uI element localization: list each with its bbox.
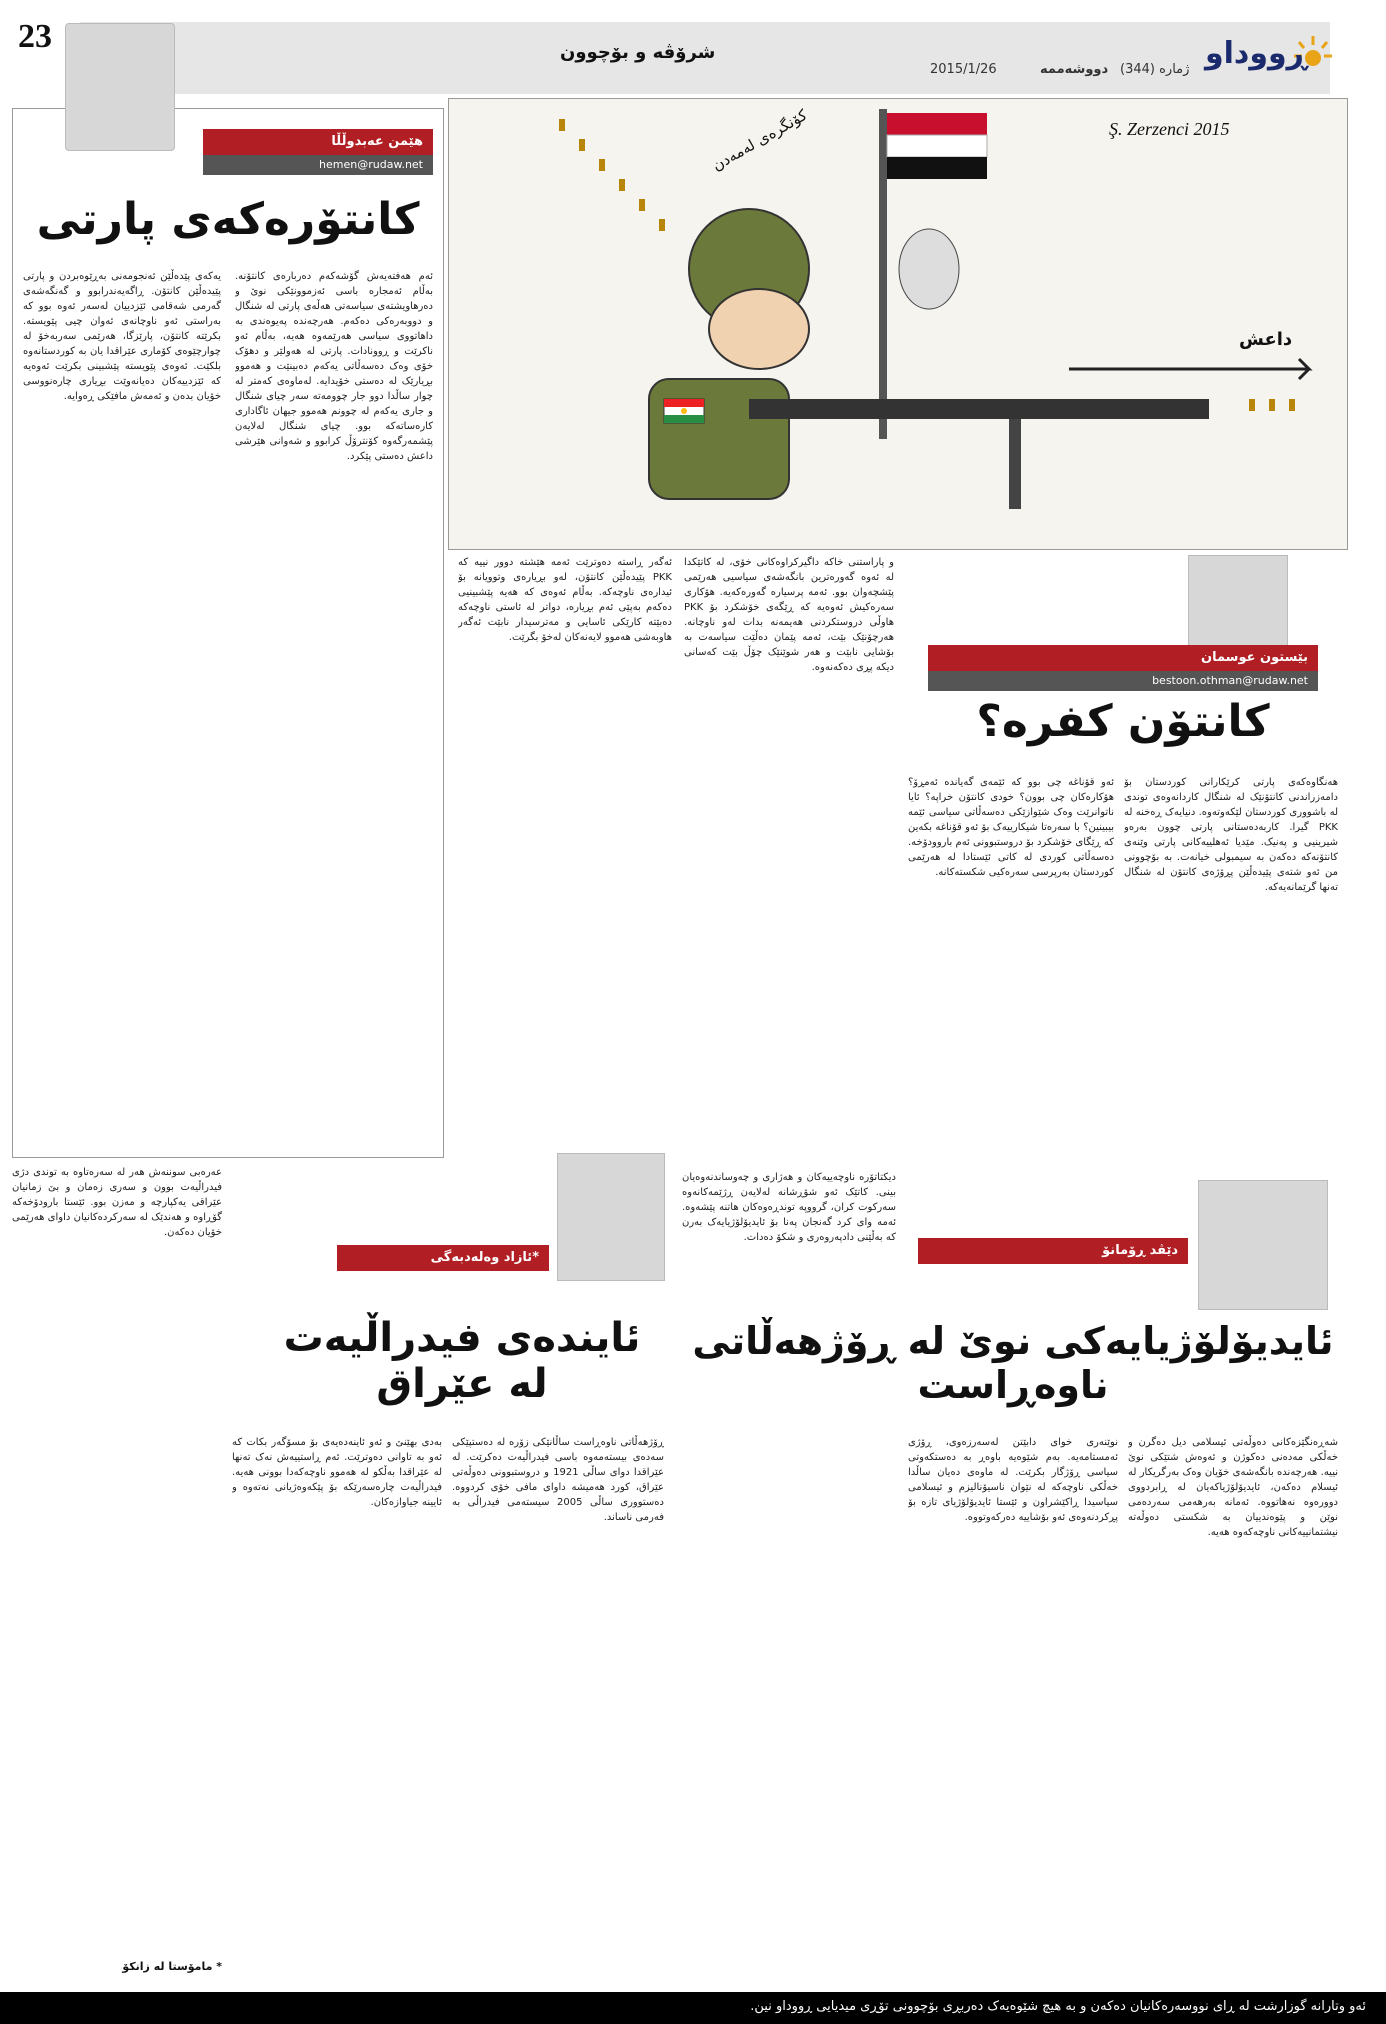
machine-gun: [749, 399, 1209, 419]
politician-figure: [899, 229, 959, 309]
article-col3-david: دیکتاتۆرە ناوچەییەکان و هەژاری و چەوساندنەوەیان بینی. کاتێک ئەو شۆڕشانە لەلایەن ڕژێمەکانەوە سەرکوت کران، گرووپە توندڕەوەکان هاتنە پێشەوە. ئەمە وای کرد گەنجان پەنا بۆ ئایدیۆلۆژیایەک بەرن کە بەڵێنی دادپەروەری و شکۆ دەدات.: [682, 1172, 896, 1243]
author-email-hemin: hemen@rudaw.net: [203, 155, 433, 175]
author-photo-hemin: [65, 23, 175, 151]
author-note-azad: * مامۆستا لە زانکۆ: [122, 1960, 222, 1973]
cartoon-label-ballot: کۆنگرەی لەمەدن: [709, 105, 811, 175]
page-number: 23: [18, 18, 52, 55]
cartoon-label-daesh: داعش: [1239, 329, 1293, 350]
article-col1-azad: ڕۆژهەڵاتی ناوەڕاست ساڵانێکی زۆرە لە دەستپێکی سەدەی بیستەمەوە باسی فیدراڵیەت دەکرێت. لە عێراقدا دوای ساڵی 1921 و دروستبوونی دەوڵەتی عێراق، کورد هەمیشە داوای مافی خۆی کردووە. دەستووری ساڵی 2005 سیستەمی فیدراڵی بە فەرمی ناساند.: [452, 1437, 664, 1523]
article-col1-david: شەڕەنگێزەکانی دەوڵەتی ئیسلامی دیل دەگرن و خەڵکی مەدەنی دەکوژن و ئەوەش شتێکی نوێ نییە. هەرچەندە بانگەشەی خۆیان وەک بەرگریکار لە ئیسلام دەکەن، ئایدیۆلۆژیاکەیان لە ڕابردووی دوورەوە نەهاتووە. ئەمانە بەرهەمی سەردەمی نوێن و پێوەندییان بە شکستی دەوڵەتە نیشتمانییەکانی ناوچەکەوە هەیە.: [1128, 1437, 1338, 1538]
logo-text: ڕووداو: [1205, 36, 1308, 71]
cartoon: [448, 98, 1348, 550]
cartoon-signature: Ş. Zerzenci 2015: [1109, 119, 1230, 139]
article-title-bestoon: کانتۆن کفرە؟: [976, 696, 1270, 747]
article-col2-david: نوێنەری خوای دابێتن لەسەرزەوی، ڕۆژی ئەمستامەیە. بەم شێوەیە باوەڕ بە دەستکەوتی سیاسی ڕۆژگار بکرێت. لە ماوەی دەیان ساڵدا خەڵکی ناوچەکە لە نێوان ناسیۆنالیزم و ئیسلامی سیاسیدا ڕاکێشراون و ئێستا ئایدیۆلۆژیای تازە بۆ پڕکردنەوەی ئەو بۆشاییە دەرکەوتووە.: [908, 1437, 1118, 1523]
article-col2-azad: بەدی بهێنێ و ئەو ئاینەدەیەی بۆ مسۆگەر بکات کە ئەو بە تاوانی دەوترێت. ئەم ڕاستییەش نەک تەنها لە عێراقدا بەڵکو لە هەموو ناوچەکەدا بوونی هەیە. فیدراڵیەت چارەسەرێکە بۆ پێکەوەژیانی نەتەوە و ئایینە جیاوازەکان.: [232, 1437, 442, 1508]
section-title: شرۆڤە و بۆچوون: [560, 42, 716, 63]
author-email-bestoon: bestoon.othman@rudaw.net: [928, 671, 1318, 691]
issue-day: دووشەممە: [1040, 62, 1109, 77]
author-name-bestoon: بێستون عوسمان: [928, 645, 1318, 671]
article-azad: [12, 1165, 672, 1985]
article-bestoon: [448, 555, 1348, 1165]
iraq-flag-black: [887, 157, 987, 179]
arrow-right-icon: [1069, 359, 1309, 379]
article-col2-hemin: ئەم هەفتەیەش گۆشەکەم دەربارەی کانتۆنە. بەڵام ئەمجارە باسی ئەزموونێکی نوێ و دەرهاویشتەی سیاسەتی هەڵەی پارتی لە شنگال و دووبەرەکی دەکەم. هەرچەندە پەیوەندی بە داهاتووی سیاسی هەرێمەوە هەیە، بەڵام ئەو ناکرێت و ڕوونادات. پارتی لە هەولێر و دهۆک خۆی وەک دەسەڵاتی یەکەم دەبینێت و هەموو بڕیارێک لە دەستی خۆیدایە. لەماوەی کەمتر لە چوار ساڵدا دوو جار چوومەتە سەر چیای شنگال و جاری یەکەم لە چوونم هەموو جیهان ئاگاداری کارەساتەکە بوو. چیای شنگال لەلایەن پێشمەرگەوە کۆنترۆڵ کرابوو و شەوانی هێرشی داعش دەستی پێکرد.: [235, 271, 433, 462]
issue-number: ژمارە (344): [1120, 62, 1190, 77]
article-col4-bestoon: ئەگەر ڕاستە دەوترێت ئەمە هێشتە دوور نییە کە PKK پێیدەڵێن کانتۆن، لەو بڕیارەی وتوویانە بۆ ئیدارەی ناوچەکە. بەڵام ئەوەی کە هەیە پێشبینیی دەکەم بەپێی ئەم بڕیارە، دواتر لە ئاستی ناوچەکە دەبێتە کارێکی ئاسایی و مەترسیدار نابێت ئەگەر هاوبەشی هەموو لایەنەکان لەخۆ بگرێت.: [458, 557, 672, 643]
author-name-david: دێڤد ڕۆمانۆ: [918, 1238, 1188, 1264]
article-david: [678, 1170, 1348, 1985]
article-col3-bestoon: و پاراستنی خاکە داگیرکراوەکانی خۆی، لە کاتێکدا لە ئەوە گەورەترین بانگەشەی سیاسیی هەرێمی پێشچەوان بوو. ئەمە پرسیارە گەورەکەیە. هۆکاری سەرەکیش ئەوەیە کە ڕێگەی خۆشکرد بۆ PKK هاوڵی دروستکردنی هەیمەنە بدات لەو ناوچانە. هەرچۆنێک بێت، ئەمە پێمان دەڵێت سیاسەت بە بۆشایی نابێت و هەر شوێنێک چۆڵ بێت کەسانی دیکە پڕی دەکەنەوە.: [684, 557, 894, 673]
iraq-flag-red: [887, 113, 987, 135]
article-title-hemin: کانتۆرەکەی پارتی: [36, 194, 420, 245]
article-title-azad: ئایندەی فیدراڵیەت لە عێراق: [283, 1315, 641, 1407]
article-hemin: [12, 108, 444, 1158]
soldier-body: [649, 379, 789, 499]
soldier-face: [709, 289, 809, 369]
cartoon-drawing: [449, 99, 1347, 549]
iraq-flag-white: [887, 135, 987, 157]
article-col1-hemin: یەکەی پێدەڵێن ئەنجومەنی بەڕێوەبردن و پارتی پێیدەڵێن کانتۆن. ڕاگەیەندرابوو و گەنگەشەی گەرمی شەقامی ئێزدییان لەسەر ئەوە بوو کە بەراستی ئەو ناوچانەی ئەوان چیی پێویستە. بکرێتە کانتۆن، پارێزگا، هەرێمی سەربەخۆ لە چوارچێوەی کۆماری عێراقدا یان بە کوردستانەوە بلکێت. ئەوەی پێویستە پێشبینی بکرێت ئەوەیە کە ئێزدییەکان دەیانەوێت بڕیاری چارەنووسی خۆیان بدەن و ئەمەش مافێکی ڕەوایە.: [23, 271, 221, 402]
author-photo-david: [1198, 1180, 1328, 1310]
footer-disclaimer: ئەو وتارانە گوزارشت لە ڕای نووسەرەکانیان دەکەن و بە هیچ شێوەیەک دەربڕی بۆچوونی تۆڕی میدیایی ڕووداو نین.: [0, 1992, 1386, 2024]
article-title-david: ئایدیۆلۆژیایەکی نوێ لە ڕۆژهەڵاتی ناوەڕاست: [692, 1319, 1334, 1407]
article-col2-bestoon: ئەو قۆناغە چی بوو کە ئێمەی گەیاندە ئەمڕۆ؟ هۆکارەکان چی بوون؟ خودی کانتۆن خراپە؟ ئایا ناتوانرێت وەک شێوازێکی دەسەڵاتی سیاسی ئێمە بیبینین؟ با سەرەتا شیکارییەک بۆ ئەو قۆناغە بکەین کە ڕێگای خۆشکرد بۆ دروستبوونی ئەم باروودۆخە. دەسەڵاتی کوردی لە کاتی ئێستادا لە هەرێمی کوردستان بەرپرسی سەرەکیی شکستەکانە.: [908, 777, 1114, 878]
rudaw-logo: [1205, 28, 1335, 84]
author-photo-azad: [557, 1153, 665, 1281]
flag-pole: [879, 109, 887, 439]
article-col3-azad: عەرەبی سوننەش هەر لە سەرەتاوە بە توندی دژی فیدراڵیەت بوون و سەری زەمان و بێ زمانیان عێراقی یەکپارچە و مەزن بوو. ئێستا بارودۆخەکە گۆڕاوە و هەندێک لە سەرکردەکانیان داوای هەرێمی خۆیان دەکەن.: [12, 1167, 222, 1238]
article-col1-bestoon: هەنگاوەکەی پارتی کرێکارانی کوردستان بۆ دامەزراندنی کانتۆنێک لە شنگال کاردانەوەی توندی لە باشووری کوردستان لێکەوتەوە. دنیایەک ڕەخنە لە PKK گیرا. کاربەدەستانی پارتی چوون بەرەو شیرینیی و پەنیک. مێدیا ئەهلییەکانی پارتی وێنەی کانتۆنەکە دەکەن بە سیمبولی خیانەت. بە بۆچوونی من ئەو شتەی پێیدەڵێن پڕۆژەی کانتۆن لە شنگال تەنها گرێمانەیەکە.: [1124, 777, 1338, 893]
author-name-hemin: هێمن عەبدوڵڵا: [203, 129, 433, 155]
issue-date: 2015/1/26: [930, 62, 997, 77]
author-name-azad: ئازاد وەلەدبەگی*: [337, 1245, 549, 1271]
